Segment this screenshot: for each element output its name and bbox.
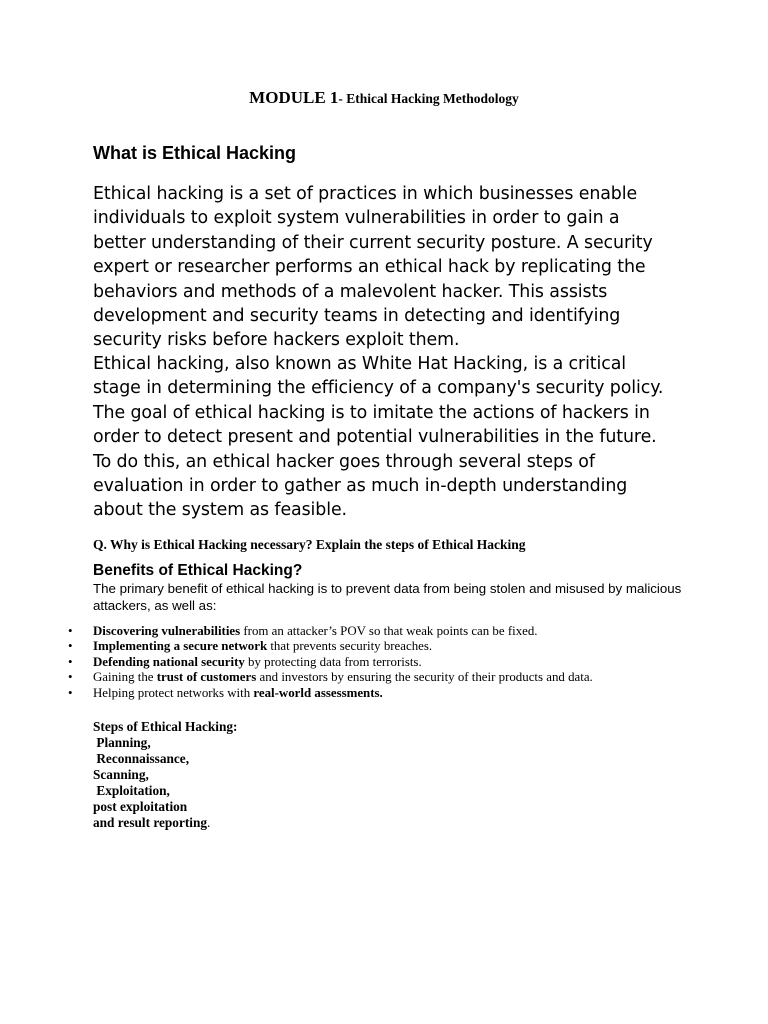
module-title-sub: - Ethical Hacking Methodology — [338, 91, 519, 106]
paragraph-definition: Ethical hacking is a set of practices in which businesses enable individuals to exploit system vulnerabilities in order to gain a better understanding of their current security posture. A security expert or researcher performs an ethical hack by replicating the behaviors and methods of a malevolent hacker. This assists development and security teams in detecting and identifying security risks before hackers exploit them. — [93, 184, 653, 351]
list-item: • Discovering vulnerabilities from an attacker’s POV so that weak points can be fixed. — [68, 624, 538, 638]
benefits-intro: The primary benefit of ethical hacking is to prevent data from being stolen and misused by malicious attackers, as well as: — [93, 581, 682, 613]
section-heading-what-is-ethical-hacking: What is Ethical Hacking — [93, 143, 297, 163]
bullet-icon: • — [68, 654, 73, 669]
bullet-icon: • — [68, 670, 73, 685]
step-line: post exploitation — [93, 799, 188, 814]
step-line: Scanning, — [93, 767, 149, 782]
paragraph-white-hat: Ethical hacking, also known as White Hat Hacking, is a critical stage in determining the efficiency of a company's security policy. The goal of ethical hacking is to imitate the actions of hackers in order to detect present and potential vulnerabilities in the future. To do this, an ethical hacker goes through several steps of evaluation in order to gather as much in-depth understanding about the system as feasible. — [93, 354, 664, 521]
steps-block — [93, 719, 237, 831]
step-line-last: and result reporting. — [93, 815, 211, 830]
list-item: • Implementing a secure network that prevents security breaches. — [68, 639, 433, 654]
list-item: • Helping protect networks with real-world assessments. — [68, 685, 383, 700]
list-item: • Defending national security by protecting data from terrorists. — [68, 654, 422, 669]
step-line: Planning, — [93, 735, 151, 750]
bullet-icon: • — [68, 639, 73, 654]
question-line: Q. Why is Ethical Hacking necessary? Explain the steps of Ethical Hacking — [93, 537, 526, 552]
module-title-main: MODULE 1 — [249, 88, 339, 107]
list-item: • Gaining the trust of customers and investors by ensuring the security of their products and data. — [68, 670, 593, 685]
bullet-icon: • — [68, 685, 73, 700]
bullet-icon: • — [68, 624, 73, 638]
benefits-list — [64, 624, 593, 701]
step-line: Reconnaissance, — [93, 751, 190, 766]
step-line: Exploitation, — [93, 783, 170, 798]
module-title — [0, 88, 768, 108]
steps-heading: Steps of Ethical Hacking: — [93, 719, 238, 734]
benefits-heading: Benefits of Ethical Hacking? — [93, 562, 303, 579]
